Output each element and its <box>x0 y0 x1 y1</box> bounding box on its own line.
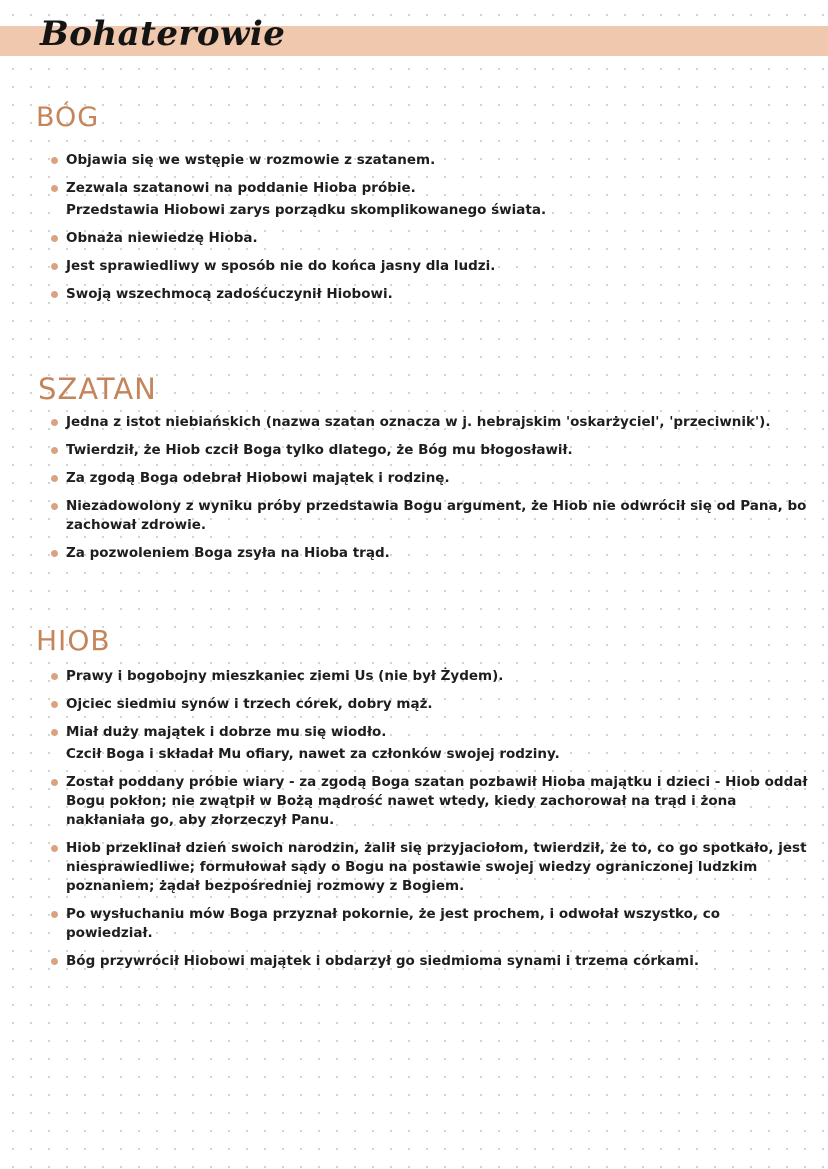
list-item: Po wysłuchaniu mów Boga przyznał pokornie, że jest prochem, i odwołał wszystko, co powiedział. <box>50 905 810 943</box>
bullet-dot-icon <box>51 729 58 736</box>
list-item: Prawy i bogobojny mieszkaniec ziemi Us (nie był Żydem). <box>50 667 810 686</box>
bullet-dot-icon <box>51 958 58 965</box>
bullet-dot-icon <box>51 157 58 164</box>
bullet-list-szatan <box>50 413 810 572</box>
bullet-dot-icon <box>51 475 58 482</box>
list-item: Bóg przywrócił Hiobowi majątek i obdarzył go siedmioma synami i trzema córkami. <box>50 952 810 971</box>
bullet-dot-icon <box>51 235 58 242</box>
bullet-dot-icon <box>51 701 58 708</box>
list-item: Jest sprawiedliwy w sposób nie do końca jasny dla ludzi. <box>50 257 810 276</box>
list-item: Twierdził, że Hiob czcił Boga tylko dlatego, że Bóg mu błogosławił. <box>50 441 810 460</box>
list-item: Swoją wszechmocą zadośćuczynił Hiobowi. <box>50 285 810 304</box>
bullet-dot-icon <box>51 779 58 786</box>
list-item: Hiob przeklinał dzień swoich narodzin, żalił się przyjaciołom, twierdził, że to, co go spotkało, jest niesprawiedliwe; formułował sądy o Bogu na postawie swojej wiedzy ograniczonej ludzkim poznaniem; żądał bezpośredniej rozmowy z Bogiem. <box>50 839 810 896</box>
section-heading-bog: BÓG <box>36 102 100 133</box>
bullet-dot-icon <box>51 447 58 454</box>
page-title: Bohaterowie <box>40 14 286 54</box>
list-item: Za zgodą Boga odebrał Hiobowi majątek i rodzinę. <box>50 469 810 488</box>
section-heading-hiob: HIOB <box>36 624 111 657</box>
bullet-list-bog <box>50 151 810 313</box>
list-item: Za pozwoleniem Boga zsyła na Hioba trąd. <box>50 544 810 563</box>
bullet-dot-icon <box>51 263 58 270</box>
list-item: Zezwala szatanowi na poddanie Hioba próbie. <box>50 179 810 198</box>
list-item: Został poddany próbie wiary - za zgodą Boga szatan pozbawił Hioba majątku i dzieci - Hiob oddał Bogu pokłon; nie zwątpił w Bożą mądrość nawet wtedy, kiedy zachorował na trąd i żona nakłaniała go, aby złorzeczył Panu. <box>50 773 810 830</box>
bullet-list-hiob <box>50 667 810 980</box>
bullet-dot-icon <box>51 673 58 680</box>
bullet-dot-icon <box>51 845 58 852</box>
list-item: Jedna z istot niebiańskich (nazwa szatan oznacza w j. hebrajskim 'oskarżyciel', 'przeciwnik'). <box>50 413 810 432</box>
bullet-dot-icon <box>51 185 58 192</box>
list-item: Ojciec siedmiu synów i trzech córek, dobry mąż. <box>50 695 810 714</box>
list-item: Czcił Boga i składał Mu ofiary, nawet za członków swojej rodziny. <box>66 746 560 762</box>
bullet-dot-icon <box>51 550 58 557</box>
list-item: Niezadowolony z wyniku próby przedstawia Bogu argument, że Hiob nie odwrócił się od Pana, bo zachował zdrowie. <box>50 497 810 535</box>
list-item: Obnaża niewiedzę Hioba. <box>50 229 810 248</box>
bullet-dot-icon <box>51 419 58 426</box>
list-item: Przedstawia Hiobowi zarys porządku skomplikowanego świata. <box>66 202 547 218</box>
section-heading-szatan: SZATAN <box>38 372 157 406</box>
bullet-dot-icon <box>51 911 58 918</box>
bullet-dot-icon <box>51 503 58 510</box>
list-item: Miał duży majątek i dobrze mu się wiodło. <box>50 723 810 742</box>
list-item: Objawia się we wstępie w rozmowie z szatanem. <box>50 151 810 170</box>
bullet-dot-icon <box>51 291 58 298</box>
